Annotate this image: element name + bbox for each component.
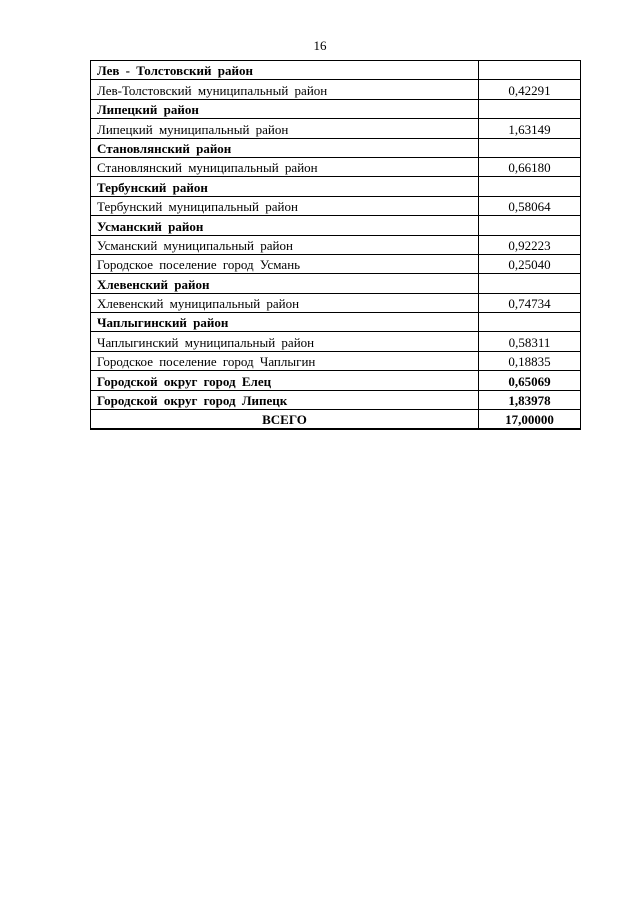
row-value: [479, 99, 581, 118]
table-row: [91, 332, 581, 351]
row-value: 0,65069: [479, 371, 581, 390]
row-value: 0,58311: [479, 332, 581, 351]
district-coefficients-table: [90, 60, 581, 430]
table-row: [91, 157, 581, 176]
row-value: [479, 177, 581, 196]
row-name: Хлевенский район: [91, 274, 479, 293]
table-row: [91, 254, 581, 273]
row-value: [479, 274, 581, 293]
row-name: Усманский муниципальный район: [91, 235, 479, 254]
table-row: [91, 351, 581, 370]
row-name: Городское поселение город Усмань: [91, 254, 479, 273]
table-row: [91, 138, 581, 157]
table-row: [91, 274, 581, 293]
table-row: [91, 80, 581, 99]
page-number: 16: [313, 38, 327, 53]
row-value: 0,66180: [479, 157, 581, 176]
table-row: [91, 235, 581, 254]
row-name: Лев - Толстовский район: [91, 61, 479, 80]
row-name: Тербунский район: [91, 177, 479, 196]
row-name: Липецкий муниципальный район: [91, 119, 479, 138]
row-value: [479, 216, 581, 235]
row-name: Чаплыгинский муниципальный район: [91, 332, 479, 351]
row-value: 0,74734: [479, 293, 581, 312]
row-value: 0,92223: [479, 235, 581, 254]
table-row: [91, 61, 581, 80]
row-name: Липецкий район: [91, 99, 479, 118]
row-name: Городское поселение город Чаплыгин: [91, 351, 479, 370]
row-value: 0,58064: [479, 196, 581, 215]
table-row: [91, 313, 581, 332]
table-row: [91, 119, 581, 138]
row-name: Хлевенский муниципальный район: [91, 293, 479, 312]
row-value: 0,25040: [479, 254, 581, 273]
row-value: 0,18835: [479, 351, 581, 370]
row-name: Усманский район: [91, 216, 479, 235]
row-name: Становлянский район: [91, 138, 479, 157]
row-value: [479, 61, 581, 80]
row-value: [479, 313, 581, 332]
row-value: [479, 138, 581, 157]
row-name: Становлянский муниципальный район: [91, 157, 479, 176]
total-label: ВСЕГО: [91, 410, 479, 430]
row-name: Тербунский муниципальный район: [91, 196, 479, 215]
table-row: [91, 99, 581, 118]
row-name: Городской округ город Липецк: [91, 390, 479, 409]
table-row: [91, 177, 581, 196]
total-value: 17,00000: [479, 410, 581, 430]
table-row: [91, 371, 581, 390]
table-row: [91, 293, 581, 312]
table-row: [91, 390, 581, 409]
table-row: [91, 196, 581, 215]
row-name: Лев-Толстовский муниципальный район: [91, 80, 479, 99]
row-value: 0,42291: [479, 80, 581, 99]
table-row: [91, 216, 581, 235]
table-body: [91, 61, 581, 430]
row-name: Городской округ город Елец: [91, 371, 479, 390]
row-name: Чаплыгинский район: [91, 313, 479, 332]
row-value: 1,83978: [479, 390, 581, 409]
row-value: 1,63149: [479, 119, 581, 138]
total-row: [91, 410, 581, 430]
